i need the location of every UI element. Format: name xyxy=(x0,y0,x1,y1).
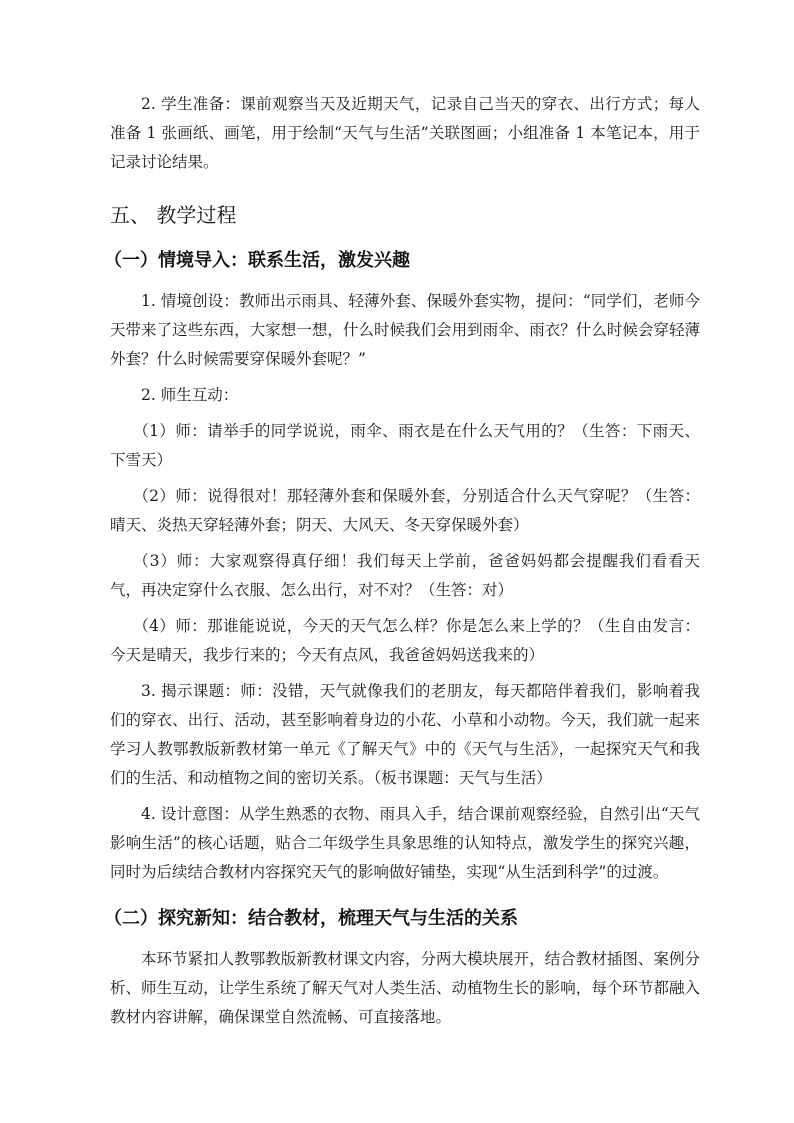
paragraph-question-3: （3）师：大家观察得真仔细！我们每天上学前，爸爸妈妈都会提醒我们看看天气，再决定穿什么衣服、怎么出行，对不对？（生答：对） xyxy=(110,552,700,599)
paragraph-explore-intro: 本环节紧扣人教鄂教版新教材课文内容，分两大模块展开，结合教材插图、案例分析、师生互动，让学生系统了解天气对人类生活、动植物生长的影响，每个环节都融入教材内容讲解，确保课堂自然流畅、可直接落地。 xyxy=(110,950,700,1026)
paragraph-question-1: （1）师：请举手的同学说说，雨伞、雨衣是在什么天气用的？（生答：下雨天、下雪天） xyxy=(110,422,700,469)
paragraph-situation-setup: 1. 情境创设：教师出示雨具、轻薄外套、保暖外套实物，提问：“同学们，老师今天带来了这些东西，大家想一想，什么时候我们会用到雨伞、雨衣？什么时候会穿轻薄外套？什么时候需要穿保暖外套呢？” xyxy=(110,292,700,368)
paragraph-reveal-topic: 3. 揭示课题：师：没错，天气就像我们的老朋友，每天都陪伴着我们，影响着我们的穿衣、出行、活动，甚至影响着身边的小花、小草和小动物。今天，我们就一起来学习人教鄂教版新教材第一单元《了解天气》中的《天气与生活》，一起探究天气和我们的生活、和动植物之间的密切关系。（板书课题：天气与生活） xyxy=(110,682,700,787)
paragraph-design-intent: 4. 设计意图：从学生熟悉的衣物、雨具入手，结合课前观察经验，自然引出“天气影响生活”的核心话题，贴合二年级学生具象思维的认知特点，激发学生的探究兴趣，同时为后续结合教材内容探究天气的影响做好铺垫，实现“从生活到科学”的过渡。 xyxy=(110,805,700,881)
document-page xyxy=(104,90,700,1032)
paragraph-interaction-heading: 2. 师生互动： xyxy=(141,386,239,404)
paragraph-question-2: （2）师：说得很对！那轻薄外套和保暖外套，分别适合什么天气穿呢？（生答：晴天、炎热天穿轻薄外套；阴天、大风天、冬天穿保暖外套） xyxy=(110,487,700,534)
section-title-teaching-process: 五、 教学过程 xyxy=(110,203,237,227)
subsection-title-explore: （二）探究新知：结合教材，梳理天气与生活的关系 xyxy=(104,908,518,929)
subsection-title-introduction: （一）情境导入：联系生活，激发兴趣 xyxy=(104,250,410,271)
student-preparation-paragraph: 2. 学生准备：课前观察当天及近期天气，记录自己当天的穿衣、出行方式；每人准备 1 张画纸、画笔，用于绘制“天气与生活”关联图画；小组准备 1 本笔记本，用于记录讨论结果。 xyxy=(110,95,700,171)
paragraph-question-4: （4）师：那谁能说说，今天的天气怎么样？你是怎么来上学的？（生自由发言：今天是晴天，我步行来的；今天有点风，我爸爸妈妈送我来的） xyxy=(110,617,700,664)
